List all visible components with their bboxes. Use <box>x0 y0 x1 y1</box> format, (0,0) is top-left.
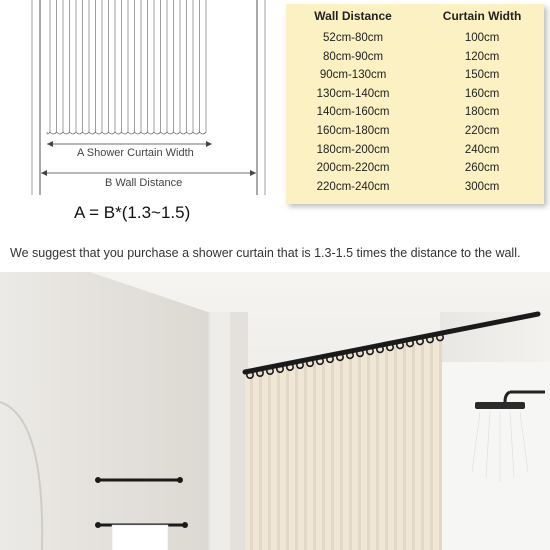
header-wall-distance: Wall Distance <box>314 9 392 23</box>
curtain-width-cell: 180cm <box>464 106 500 119</box>
curtain-diagram <box>0 0 280 235</box>
curtain-diagram-graphic <box>0 0 280 235</box>
wall-distance-cell: 180cm-200cm <box>316 143 390 156</box>
curtain-width-cell: 120cm <box>464 50 500 63</box>
wall-distance-cell: 140cm-160cm <box>316 106 390 119</box>
curtain-width-cell: 100cm <box>464 32 500 44</box>
curtain-width-cell: 240cm <box>464 143 500 156</box>
wall-distance-cell: 130cm-140cm <box>316 87 390 100</box>
wall-distance-cell: 80cm-90cm <box>323 50 384 63</box>
size-table <box>286 4 544 204</box>
bathroom-photo-graphic <box>0 272 550 550</box>
table-row <box>286 141 544 160</box>
table-row <box>286 48 544 67</box>
wall-distance-cell: 160cm-180cm <box>316 124 390 137</box>
table-row <box>286 103 544 122</box>
curtain-width-cell: 150cm <box>464 69 500 82</box>
wall-distance-label: B Wall Distance <box>105 177 183 189</box>
curtain-width-cell: 160cm <box>464 87 500 100</box>
formula: A = B*(1.3~1.5) <box>74 203 191 222</box>
wall-distance-cell: 52cm-80cm <box>323 32 384 44</box>
curtain-width-label: A Shower Curtain Width <box>77 147 194 159</box>
curtain-width-cell: 220cm <box>464 124 500 137</box>
wall-distance-cell: 200cm-220cm <box>316 162 390 175</box>
table-row <box>286 29 544 48</box>
header-curtain-width: Curtain Width <box>442 9 522 23</box>
suggestion-text: We suggest that you purchase a shower curtain that is 1.3-1.5 times the distance to the wall. <box>10 246 521 260</box>
table-row <box>286 178 544 197</box>
curtain-width-cell: 260cm <box>464 162 500 175</box>
size-table-grid <box>286 4 544 196</box>
table-header-row <box>286 4 544 29</box>
wall-distance-cell: 220cm-240cm <box>316 180 390 193</box>
bathroom-photo <box>0 272 550 550</box>
curtain-width-cell: 300cm <box>464 180 500 193</box>
table-row <box>286 85 544 104</box>
table-row <box>286 122 544 141</box>
table-row <box>286 66 544 85</box>
wall-distance-cell: 90cm-130cm <box>319 69 387 82</box>
table-row <box>286 159 544 178</box>
